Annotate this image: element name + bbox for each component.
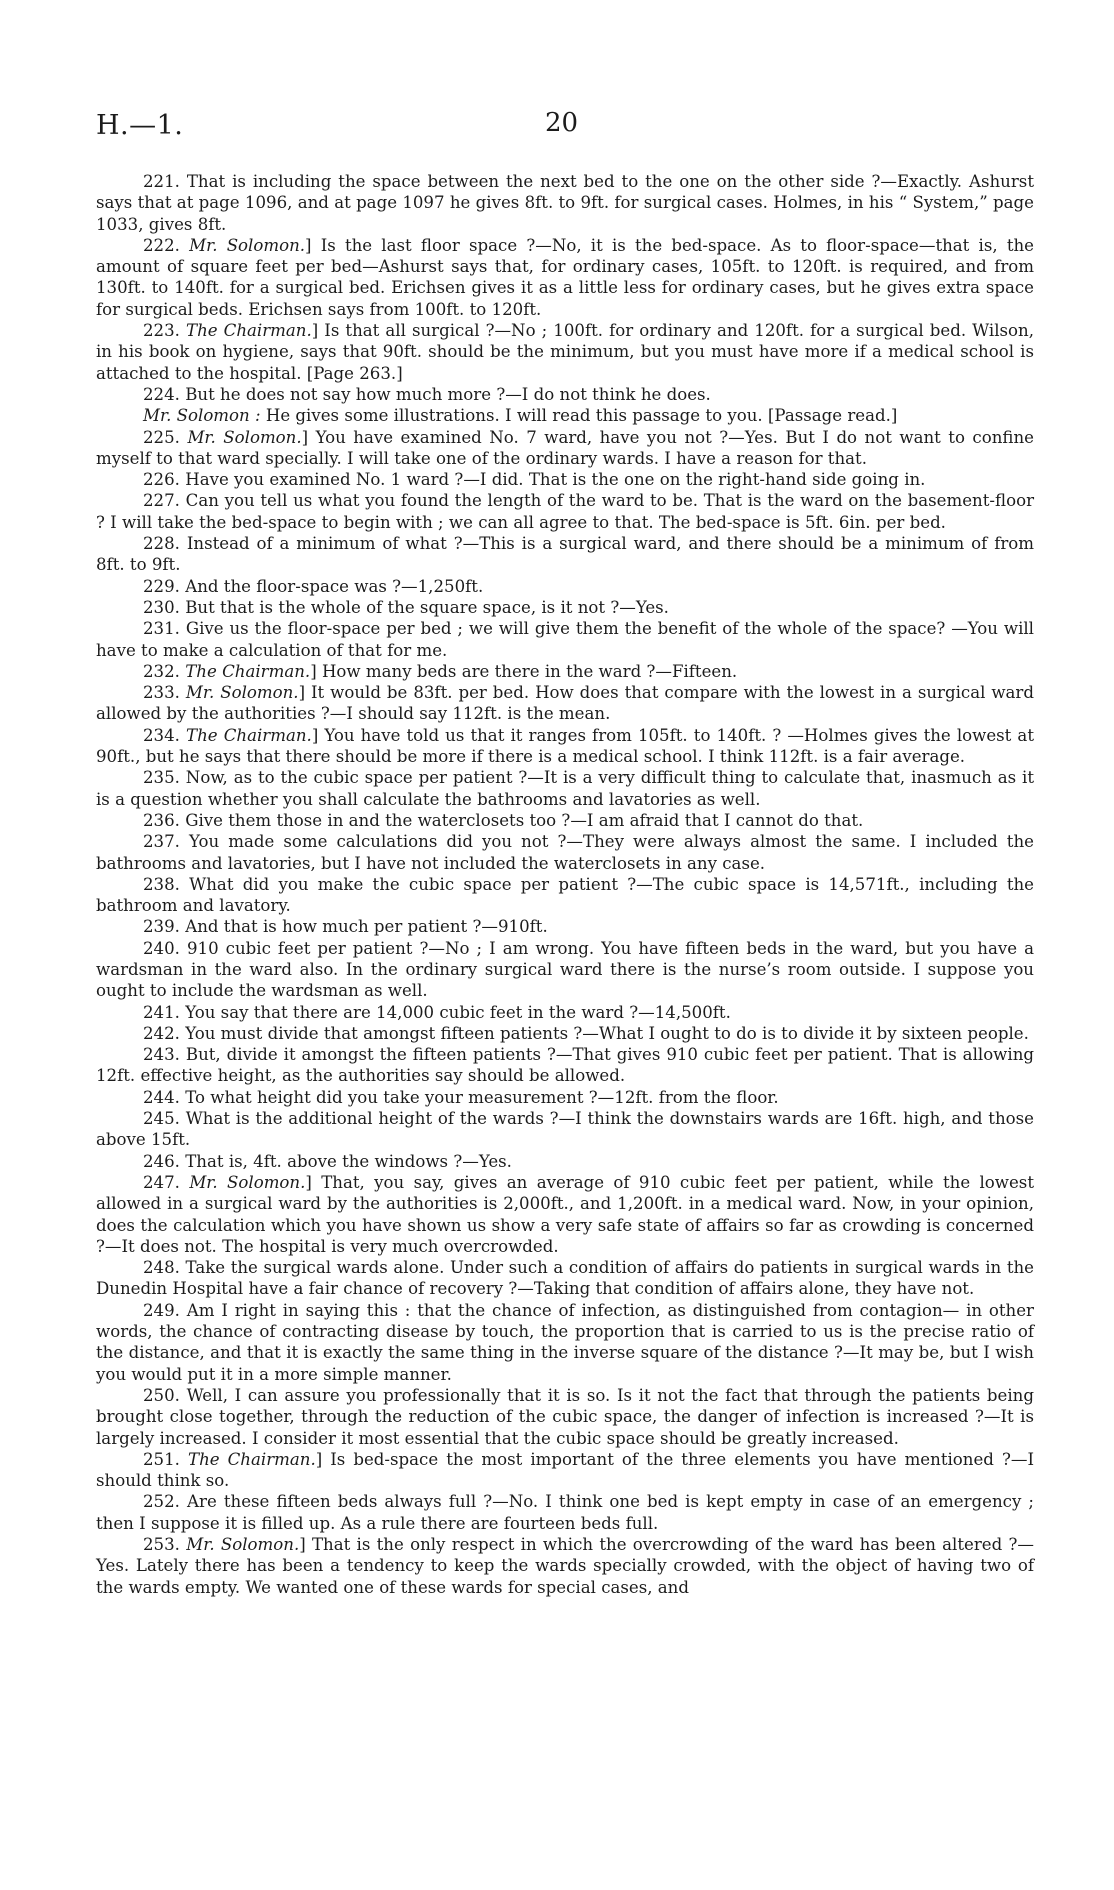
speaker-label: Mr. Solomon. [189, 1172, 306, 1192]
paragraph-238: 238. What did you make the cubic space per patient ?—The cubic space is 14,571ft., including the bathroom and lavatory. [96, 874, 1034, 916]
paragraph-228: 228. Instead of a minimum of what ?—This is a surgical ward, and there should be a minimum of from 8ft. to 9ft. [96, 534, 1034, 575]
paragraph-241: 241. You say that there are 14,000 cubic feet in the ward ?—14,500ft. [143, 1002, 731, 1022]
speaker-label: The Chairman. [186, 321, 312, 341]
paragraph-246: 246. That is, 4ft. above the windows ?—Yes. [143, 1151, 512, 1171]
paragraph-234: 234. The Chairman.] You have told us that it ranges from 105ft. to 140ft. ? —Holmes gives the lowest at 90ft., but he says that there should be more if there is a medical school. I think 112ft. is a fair average. [96, 725, 1034, 767]
paragraph-236: 236. Give them those in and the waterclosets too ?—I am afraid that I cannot do that. [143, 810, 864, 830]
paragraph-252: 252. Are these fifteen beds always full ?—No. I think one bed is kept empty in case of an emergency ; then I suppose it is filled up. As a rule there are fourteen beds full. [96, 1492, 1034, 1533]
paragraph-247: 247. Mr. Solomon.] That, you say, gives an average of 910 cubic feet per patient, while the lowest allowed in a surgical ward by the authorities is 2,000ft., and 1,200ft. in a medical ward. Now, in your opinion, does the calculation which you have shown us show a very safe state of affairs so far as crowding is concerned ?—It does not. The hospital is very much overcrowded. [96, 1172, 1034, 1256]
paragraph-229: 229. And the floor-space was ?—1,250ft. [143, 576, 484, 596]
paragraph-224: 224. But he does not say how much more ?—I do not think he does. [143, 384, 711, 404]
page-number: 20 [545, 108, 579, 138]
paragraph-245: 245. What is the additional height of the wards ?—I think the downstairs wards are 16ft. high, and those above 15ft. [96, 1109, 1034, 1150]
paragraph-244: 244. To what height did you take your measurement ?—12ft. from the floor. [143, 1087, 779, 1107]
paragraph-221: 221. That is including the space between the next bed to the one on the other side ?—Exactly. Ashurst says that at page 1096, and at page 1097 he gives 8ft. to 9ft. for surgical cases. Holmes, in his “ System,” page 1033, gives 8ft. [96, 172, 1034, 234]
body-text [96, 171, 1034, 1598]
speaker-label: Mr. Solomon. [187, 427, 302, 447]
document-code: H.—1. [96, 110, 184, 141]
paragraph-242: 242. You must divide that amongst fifteen patients ?—What I ought to do is to divide it by sixteen people. [143, 1023, 1029, 1043]
paragraph-233: 233. Mr. Solomon.] It would be 83ft. per bed. How does that compare with the lowest in a surgical ward allowed by the authorities ?—I should say 112ft. is the mean. [96, 683, 1034, 724]
paragraph-226: 226. Have you examined No. 1 ward ?—I did. That is the one on the right-hand side going in. [143, 470, 926, 490]
paragraph-227: 227. Can you tell us what you found the length of the ward to be. That is the ward on the basement-floor ? I will take the bed-space to begin with ; we can all agree to that. The bed-space is 5ft. 6in. per bed. [96, 491, 1034, 532]
paragraph-232: 232. The Chairman.] How many beds are there in the ward ?—Fifteen. [143, 661, 738, 681]
paragraph-222: 222. Mr. Solomon.] Is the last floor space ?—No, it is the bed-space. As to floor-space—that is, the amount of square feet per bed—Ashurst says that, for ordinary cases, 105ft. to 120ft. is required, and from 130ft. to 140ft. for a surgical bed. Erichsen gives it as a little less for ordinary cases, but he gives extra space for surgical beds. Erichsen says from 100ft. to 120ft. [96, 235, 1034, 319]
paragraph-235: 235. Now, as to the cubic space per patient ?—It is a very difficult thing to calculate that, inasmuch as it is a question whether you shall calculate the bathrooms and lavatories as well. [96, 768, 1034, 809]
paragraph-aside: Mr. Solomon : He gives some illustrations. I will read this passage to you. [Passage read.] [143, 406, 898, 426]
paragraph-223: 223. The Chairman.] Is that all surgical ?—No ; 100ft. for ordinary and 120ft. for a surgical bed. Wilson, in his book on hygiene, says that 90ft. should be the minimum, but you must have more if a medical school is attached to the hospital. [Page 263.] [96, 321, 1034, 383]
paragraph-243: 243. But, divide it amongst the fifteen patients ?—That gives 910 cubic feet per patient. That is allowing 12ft. effective height, as the authorities say should be allowed. [96, 1045, 1034, 1086]
speaker-label: The Chairman. [185, 661, 311, 681]
speaker-label: Mr. Solomon : [143, 406, 261, 426]
speaker-label: The Chairman. [188, 1449, 316, 1469]
paragraph-248: 248. Take the surgical wards alone. Under such a condition of affairs do patients in surgical wards in the Dunedin Hospital have a fair chance of recovery ?—Taking that condition of affairs alone, they have not. [96, 1258, 1034, 1299]
paragraph-251: 251. The Chairman.] Is bed-space the most important of the three elements you have mentioned ?—I should think so. [96, 1449, 1034, 1491]
paragraph-225: 225. Mr. Solomon.] You have examined No. 7 ward, have you not ?—Yes. But I do not want to confine myself to that ward specially. I will take one of the ordinary wards. I have a reason for that. [96, 427, 1034, 468]
speaker-label: Mr. Solomon. [189, 235, 306, 255]
speaker-label: Mr. Solomon. [186, 1535, 300, 1554]
paragraph-239: 239. And that is how much per patient ?—910ft. [143, 917, 548, 937]
paragraph-230: 230. But that is the whole of the square space, is it not ?—Yes. [143, 597, 669, 617]
paragraph-237: 237. You made some calculations did you not ?—They were always almost the same. I included the bathrooms and lavatories, but I have not included the waterclosets in any case. [96, 832, 1034, 873]
paragraph-250: 250. Well, I can assure you professionally that it is so. Is it not the fact that through the patients being brought close together, through the reduction of the cubic space, the danger of infection is increased ?—It is largely increased. I consider it most essential that the cubic space should be greatly increased. [96, 1385, 1034, 1448]
paragraph-240: 240. 910 cubic feet per patient ?—No ; I am wrong. You have fifteen beds in the ward, but you have a wardsman in the ward also. In the ordinary surgical ward there is the nurse’s room outside. I suppose you ought to include the wardsman as well. [96, 938, 1034, 1001]
speaker-label: Mr. Solomon. [185, 683, 299, 703]
paragraph-249: 249. Am I right in saying this : that the chance of infection, as distinguished from contagion— in other words, the chance of contracting disease by touch, the proportion that is carried to us is the precise ratio of the distance, and that it is exactly the same thing in the inverse square of the distance ?—It may be, but I wish you would put it in a more simple manner. [96, 1300, 1034, 1384]
speaker-label: The Chairman. [186, 725, 312, 745]
paragraph-231: 231. Give us the floor-space per bed ; we will give them the benefit of the whole of the space? —You will have to make a calculation of that for me. [96, 619, 1034, 660]
paragraph-253: 253. Mr. Solomon.] That is the only respect in which the overcrowding of the ward has been altered ?—Yes. Lately there has been a tendency to keep the wards specially crowded, with the object of having two of the wards empty. We wanted one of these wards for special cases, and [96, 1535, 1034, 1597]
